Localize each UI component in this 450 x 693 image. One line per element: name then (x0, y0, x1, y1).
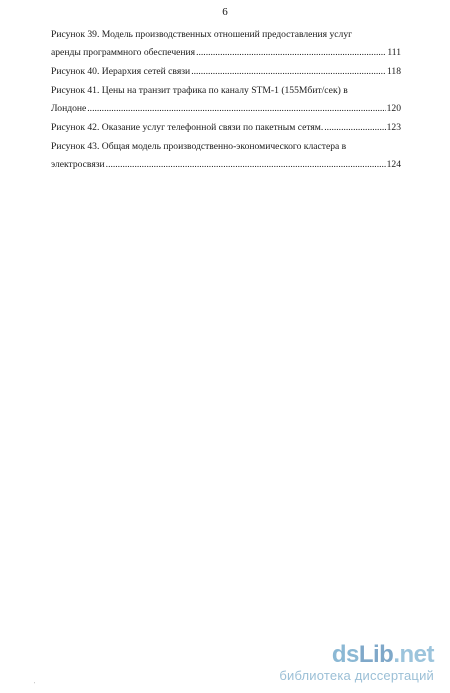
toc-entry-41[interactable] (51, 82, 401, 118)
toc-entry-page: 120 (386, 103, 401, 114)
dslib-watermark (279, 642, 434, 683)
toc-entry-title: Рисунок 43. Общая модель производственно-экономического кластера в (51, 141, 347, 152)
dslib-tagline: библиотека диссертаций (279, 668, 434, 683)
toc-entry-39[interactable] (51, 26, 401, 62)
toc-entry-page: 123 (386, 122, 401, 133)
dot-leader (106, 156, 386, 174)
toc-entry-title-cont: аренды программного обеспечения (51, 47, 196, 58)
toc-entry-title: Рисунок 42. Оказание услуг телефонной связи по пакетным сетям. (51, 122, 324, 133)
dot-leader (87, 100, 385, 118)
dot-leader (191, 63, 386, 81)
toc-entry-title: Рисунок 41. Цены на транзит трафика по каналу STM-1 (155Мбит/сек) в (51, 85, 348, 96)
dslib-logo: dsLib.net (331, 641, 434, 668)
toc-entry-title: Рисунок 39. Модель производственных отношений предоставления услуг (51, 29, 353, 40)
toc-entry-page: 111 (387, 47, 401, 58)
dot-leader (324, 119, 385, 137)
toc-entry-title-cont: Лондоне (51, 103, 87, 114)
toc-entry-title-cont: электросвязи (51, 159, 105, 170)
toc-entry-40[interactable] (51, 63, 401, 81)
page-number: 6 (222, 6, 228, 18)
corner-mark: ' (34, 682, 36, 688)
toc-entry-42[interactable] (51, 119, 401, 137)
toc-entry-title: Рисунок 40. Иерархия сетей связи (51, 66, 191, 77)
figure-list (51, 26, 401, 175)
toc-entry-page: 124 (386, 159, 401, 170)
toc-entry-43[interactable] (51, 138, 401, 174)
toc-entry-page: 118 (386, 66, 401, 77)
dot-leader (196, 44, 386, 62)
